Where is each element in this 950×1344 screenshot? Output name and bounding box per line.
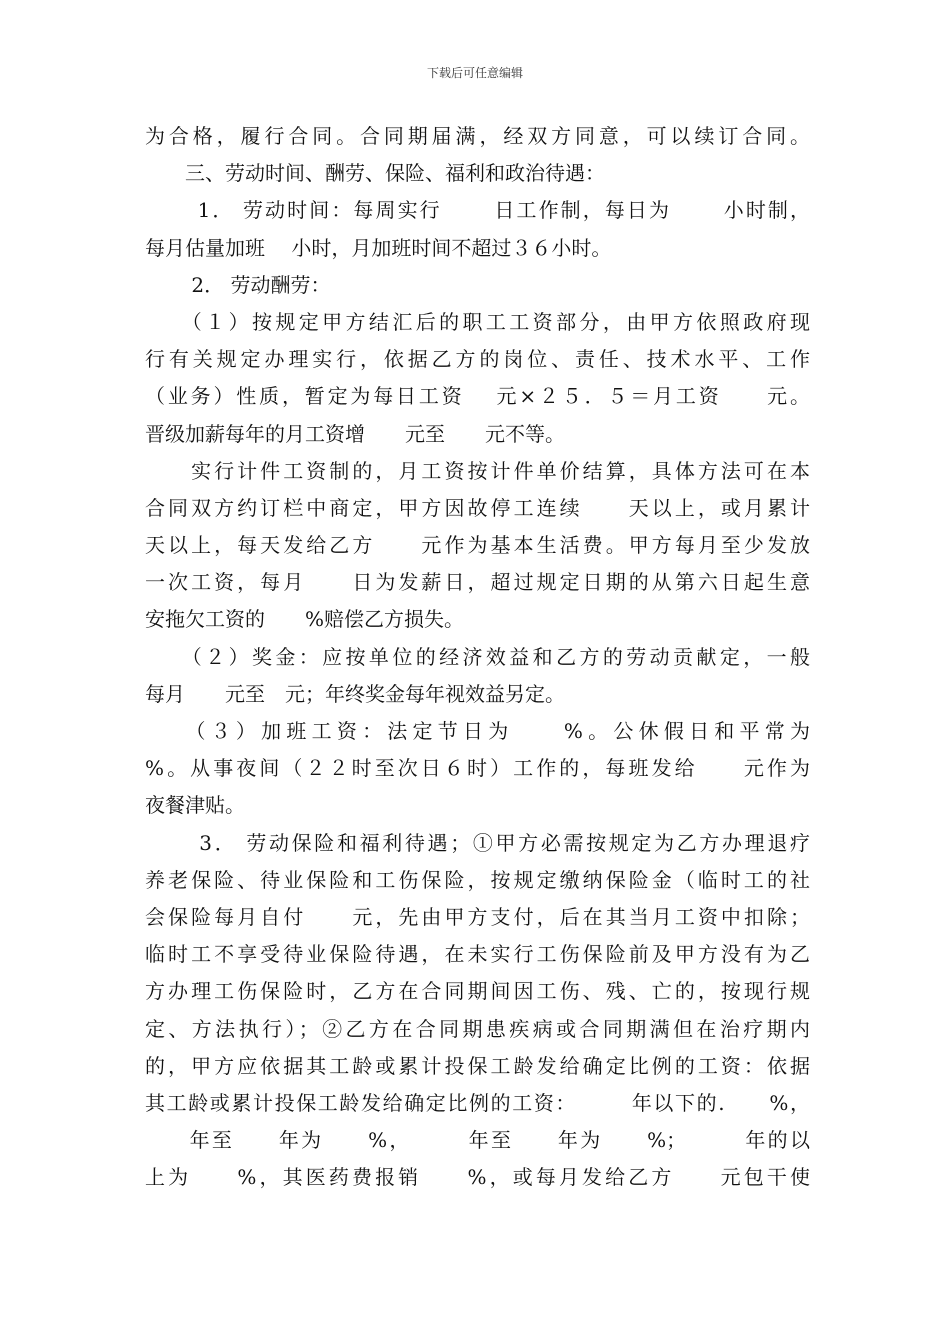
text-line: 年至 年为 %， 年至 年为 %； 年的以 <box>145 1128 810 1153</box>
text-line: 天以上，每天发给乙方 元作为基本生活费。甲方每月至少发放 <box>145 533 810 558</box>
text-line: 其工龄或累计投保工龄发给确定比例的工资： 年以下的. %， <box>145 1090 810 1115</box>
text-line: 会保险每月自付 元，先由甲方支付，后在其当月工资中扣除； <box>145 904 810 929</box>
subsection-heading: 2． 劳动酬劳： <box>145 272 331 297</box>
text-line: 实行计件工资制的，月工资按计件单价结算，具体方法可在本 <box>145 458 810 483</box>
text-line: 每月估量加班 小时，月加班时间不超过３６小时。 <box>145 235 612 260</box>
text-line: （业务）性质，暂定为每日工资 元×２５．５＝月工资 元。 <box>145 384 810 409</box>
text-line: （１）按规定甲方结汇后的职工工资部分，由甲方依照政府现 <box>145 309 810 334</box>
text-line: （３）加班工资：法定节日为 %。公休假日和平常为 <box>145 719 810 743</box>
text-line: 一次工资，每月 日为发薪日，超过规定日期的从第六日起生意 <box>145 570 810 595</box>
text-line: %。从事夜间（２２时至次日６时）工作的，每班发给 元作为 <box>145 756 810 781</box>
text-line: 1． 劳动时间：每周实行 日工作制，每日为 小时制， <box>145 198 810 223</box>
document-body <box>145 118 810 1196</box>
text-line: 晋级加薪每年的月工资增 元至 元不等。 <box>145 421 565 446</box>
text-line: 临时工不享受待业保险待遇，在未实行工伤保险前及甲方没有为乙 <box>145 942 810 967</box>
text-line: 的，甲方应依据其工龄或累计投保工龄发给确定比例的工资：依据 <box>145 1053 810 1078</box>
page-header: 下载后可任意编辑 <box>426 66 523 80</box>
text-line: 行有关规定办理实行，依据乙方的岗位、责任、技术水平、工作 <box>145 347 810 372</box>
text-line: 夜餐津贴。 <box>145 793 245 818</box>
text-line: 方办理工伤保险时，乙方在合同期间因工伤、残、亡的，按现行规 <box>145 979 810 1004</box>
text-line: 为合格，履行合同。合同期届满，经双方同意，可以续订合同。 <box>145 124 810 148</box>
text-line: 安拖欠工资的 %赔偿乙方损失。 <box>145 607 465 632</box>
text-line: 合同双方约订栏中商定，甲方因故停工连续 天以上，或月累计 <box>145 495 810 520</box>
text-line: 3． 劳动保险和福利待遇；①甲方必需按规定为乙方办理退疗 <box>145 830 810 855</box>
text-line: 上为 %，其医药费报销 %，或每月发给乙方 元包干使 <box>145 1165 810 1190</box>
text-line: 养老保险、待业保险和工伤保险，按规定缴纳保险金（临时工的社 <box>145 867 810 892</box>
text-line: （２）奖金：应按单位的经济效益和乙方的劳动贡献定，一般 <box>145 644 810 669</box>
section-heading: 三、劳动时间、酬劳、保险、福利和政治待遇： <box>145 161 605 186</box>
text-line: 每月 元至 元；年终奖金每年视效益另定。 <box>145 681 565 706</box>
text-line: 定、方法执行）；②乙方在合同期患疾病或合同期满但在治疗期内 <box>145 1016 810 1041</box>
